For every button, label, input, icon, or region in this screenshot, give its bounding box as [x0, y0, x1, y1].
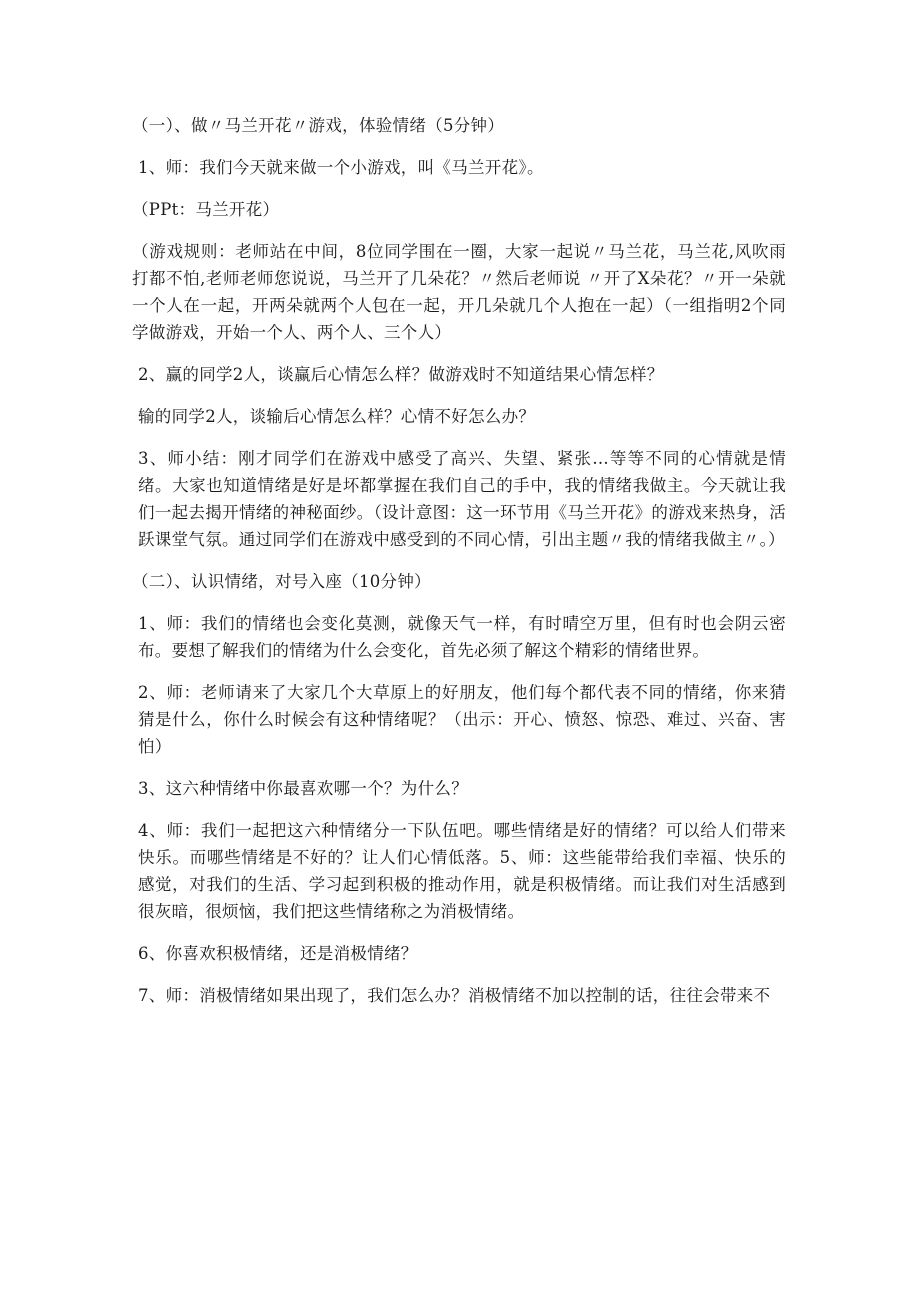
section-1-heading: （一）、做〃马兰开花〃游戏，体验情绪（5分钟）	[132, 116, 505, 135]
section-2-paragraph-1: 1、师：我们的情绪也会变化莫测，就像天气一样，有时晴空万里，但有时也会阴云密布。要想了解我们的情绪为什么会变化，首先必须了解这个精彩的情绪世界。	[138, 614, 786, 660]
section-1-paragraph-2b: 输的同学2人，谈输后心情怎么样？心情不好怎么办？	[138, 407, 536, 426]
ppt-note: （PPt：马兰开花）	[132, 200, 280, 219]
section-2-paragraph-2: 2、师：老师请来了大家几个大草原上的好朋友，他们每个都代表不同的情绪，你来猜猜是什么，你什么时候会有这种情绪呢？（出示：开心、愤怒、惊恐、难过、兴奋、害怕）	[138, 683, 786, 756]
section-2-paragraph-3: 3、这六种情绪中你最喜欢哪一个？为什么？	[138, 779, 468, 798]
section-1-paragraph-3: 3、师小结：刚才同学们在游戏中感受了高兴、失望、紧张…等等不同的心情就是情绪。大家也知道情绪是好是坏都掌握在我们自己的手中，我的情绪我做主。今天就让我们一起去揭开情绪的神秘面纱。（设计意图：这一环节用《马兰开花》的游戏来热身，活跃课堂气氛。通过同学们在游戏中感受到的不同心情，引出主题〃我的情绪我做主〃。）	[138, 449, 786, 549]
section-1-paragraph-1: 1、师：我们今天就来做一个小游戏，叫《马兰开花》。	[138, 158, 544, 177]
section-1-paragraph-2: 2、赢的同学2人，谈赢后心情怎么样？做游戏时不知道结果心情怎样？	[138, 365, 664, 384]
section-2-paragraph-6: 6、你喜欢积极情绪，还是消极情绪？	[138, 944, 418, 963]
section-2-paragraph-4: 4、师：我们一起把这六种情绪分一下队伍吧。哪些情绪是好的情绪？可以给人们带来快乐。而哪些情绪是不好的？让人们心情低落。5、师：这些能带给我们幸福、快乐的感觉，对我们的生活、学习起到积极的推动作用，就是积极情绪。而让我们对生活感到很灰暗，很烦恼，我们把这些情绪称之为消极情绪。	[138, 821, 786, 921]
document-body	[132, 112, 786, 1024]
section-2-paragraph-7: 7、师：消极情绪如果出现了，我们怎么办？消极情绪不加以控制的话，往往会带来不	[138, 986, 771, 1005]
section-2-heading: （二）、认识情绪，对号入座（10分钟）	[132, 572, 431, 591]
game-rules-paragraph: （游戏规则：老师站在中间，8位同学围在一圈，大家一起说〃马兰花，马兰花,风吹雨打都不怕,老师老师您说说，马兰开了几朵花？〃然后老师说 〃开了X朵花？〃开一朵就一个人在一起，开两朵就两个人包在一起，开几朵就几个人抱在一起）（一组指明2个同学做游戏，开始一个人、两个人、三个人）	[132, 242, 786, 342]
